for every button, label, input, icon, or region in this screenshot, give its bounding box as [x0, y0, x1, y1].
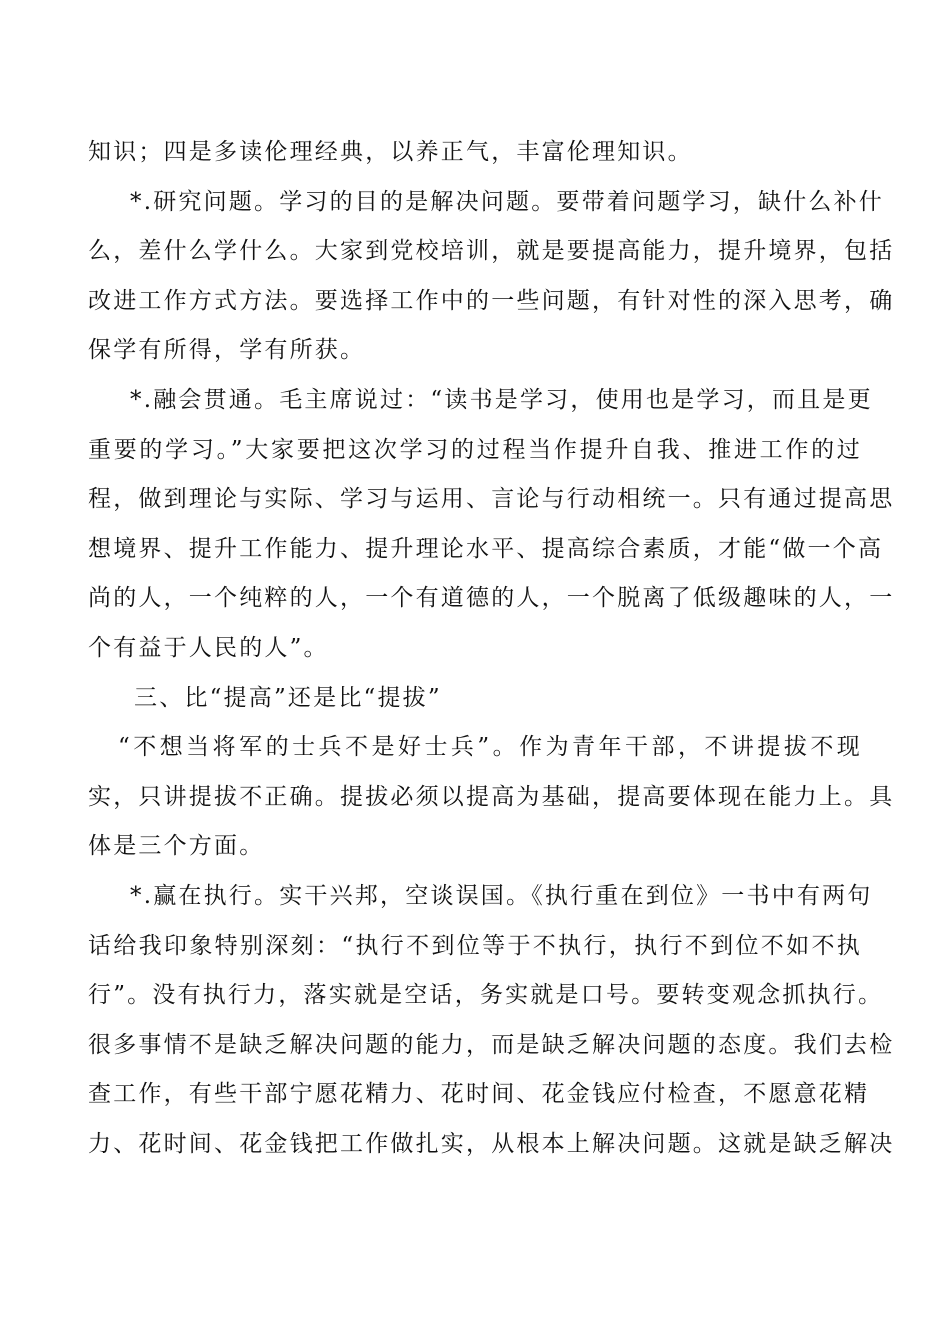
paragraph-line: *.研究问题。学习的目的是解决问题。要带着问题学习，缺什么补什 [130, 188, 885, 215]
paragraph-line: 程，做到理论与实际、学习与运用、言论与行动相统一。只有通过提高思 [88, 486, 895, 513]
paragraph-line: 改进工作方式方法。要选择工作中的一些问题，有针对性的深入思考，确 [88, 287, 895, 314]
paragraph-line: 么，差什么学什么。大家到党校培训，就是要提高能力，提升境界，包括 [88, 238, 895, 265]
paragraph-line: 话给我印象特别深刻：“执行不到位等于不执行，执行不到位不如不执 [88, 932, 862, 959]
paragraph-line: 保学有所得，学有所获。 [88, 337, 366, 364]
paragraph-line: 体是三个方面。 [88, 833, 265, 860]
paragraph-line: *.赢在执行。实干兴邦，空谈误国。《执行重在到位》一书中有两句 [130, 882, 873, 909]
paragraph-line: 重要的学习。”大家要把这次学习的过程当作提升自我、推进工作的过 [88, 436, 862, 463]
paragraph-line: 很多事情不是缺乏解决问题的能力，而是缺乏解决问题的态度。我们去检 [88, 1031, 895, 1058]
paragraph-line: *.融会贯通。毛主席说过：“读书是学习，使用也是学习，而且是更 [130, 386, 873, 413]
paragraph-line: 实，只讲提拔不正确。提拔必须以提高为基础，提高要体现在能力上。具 [88, 783, 895, 810]
paragraph-line: 知识；四是多读伦理经典，以养正气，丰富伦理知识。 [88, 139, 693, 165]
paragraph-line: “不想当将军的士兵不是好士兵”。作为青年干部，不讲提拔不现 [118, 734, 862, 761]
paragraph-line: 力、花时间、花金钱把工作做扎实，从根本上解决问题。这就是缺乏解决 [88, 1130, 895, 1157]
paragraph-line: 个有益于人民的人”。 [88, 634, 329, 661]
paragraph-line: 查工作，有些干部宁愿花精力、花时间、花金钱应付检查，不愿意花精 [88, 1081, 870, 1108]
paragraph-line: 尚的人，一个纯粹的人，一个有道德的人，一个脱离了低级趣味的人，一 [88, 585, 895, 612]
paragraph-line: 行”。没有执行力，落实就是空话，务实就是口号。要转变观念抓执行。 [88, 982, 884, 1009]
body-text [88, 128, 895, 1169]
paragraph-line: 想境界、提升工作能力、提升理论水平、提高综合素质，才能“做一个高 [88, 535, 884, 562]
section-heading: 三、比“提高”还是比“提拔” [134, 684, 442, 711]
